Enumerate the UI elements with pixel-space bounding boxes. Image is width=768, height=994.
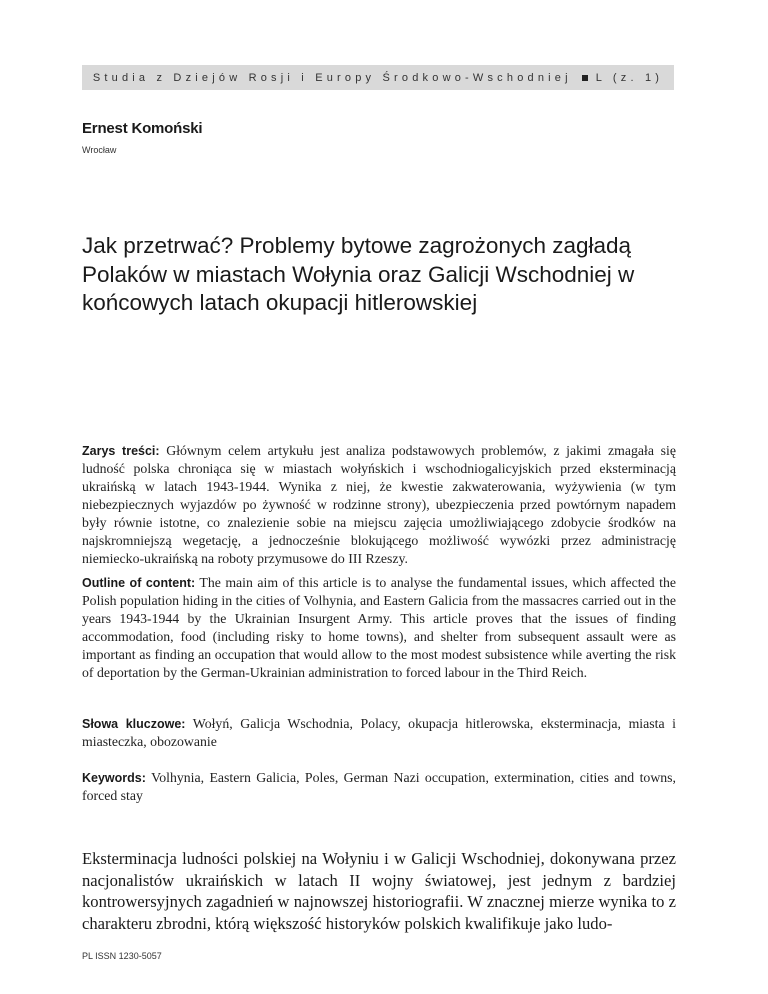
- abstract-polish: [82, 442, 676, 568]
- body-paragraph: Eksterminacja ludności polskiej na Wołyniu i w Galicji Wschodniej, dokonywana przez nacjonalistów ukraińskich w latach II wojny światowej, jest jednym z bardziej kontrowersyjnych zagadnień w najnowszej historiografii. W znacznej mierze wynika to z charakteru zbrodni, którą większość historyków polskich kwalifikuje jako ludo-: [82, 849, 676, 933]
- abstract-english-label: Outline of content:: [82, 576, 196, 590]
- keywords-english: [82, 769, 676, 805]
- abstract-english: [82, 574, 676, 682]
- keywords-english-text: Volhynia, Eastern Galicia, Poles, German Nazi occupation, extermination, cities and towns, forced stay: [82, 770, 677, 803]
- keywords-polish-label: Słowa kluczowe:: [82, 717, 186, 731]
- journal-name: Studia z Dziejów Rosji i Europy Środkowo-Wschodniej: [92, 71, 572, 84]
- keywords-english-label: Keywords:: [82, 771, 146, 785]
- keywords-polish: [82, 715, 676, 751]
- bullet-separator: [582, 75, 588, 81]
- running-header: [82, 65, 674, 90]
- keywords-polish-text: Wołyń, Galicja Wschodnia, Polacy, okupacja hitlerowska, eksterminacja, miasta i miasteczka, obozowanie: [82, 716, 676, 749]
- volume-number: L (z. 1): [595, 71, 664, 84]
- article-title: Jak przetrwać? Problemy bytowe zagrożonych zagładą Polaków w miastach Wołynia oraz Galicji Wschodniej w końcowych latach okupacji hitlerowskiej: [82, 233, 635, 315]
- abstract-english-text: The main aim of this article is to analyse the fundamental issues, which affected the Polish population hiding in the cities of Volhynia, and Eastern Galicia from the massacres carried out in the years 1943-1944 by the Ukrainian Insurgent Army. This article proves that the issues of finding accommodation, food (including risky to home towns), and shelter from subsequent assault were as important as finding an occupation that would allow to the most modest subsistence while averting the risk of deportation by the German-Ukrainian administration to forced labour in the Third Reich.: [82, 575, 676, 680]
- author-affiliation: Wrocław: [82, 145, 117, 155]
- author-name: Ernest Komoński: [82, 120, 203, 137]
- abstract-polish-label: Zarys treści:: [82, 444, 160, 458]
- issn-number: PL ISSN 1230-5057: [82, 951, 162, 961]
- abstract-polish-text: Głównym celem artykułu jest analiza podstawowych problemów, z jakimi zmagała się ludność polska chroniąca się w miastach wołyńskich i wschodniogalicyjskich przed eksterminacją ukraińską w latach 1943-1944. Wynika z niej, że kwestie zakwaterowania, wyżywienia (w tym niebezpiecznych wyjazdów po żywność w rodzinne strony), ubezpieczenia przed powtórnym napadem były równie istotne, co znalezienie sobie na miejscu zajęcia umożliwiającego zdobycie środków na najskromniejszą wegetację, a jednocześnie blokującego możliwość wywózki przez administrację niemiecko-ukraińską na roboty przymusowe do III Rzeszy.: [82, 443, 676, 566]
